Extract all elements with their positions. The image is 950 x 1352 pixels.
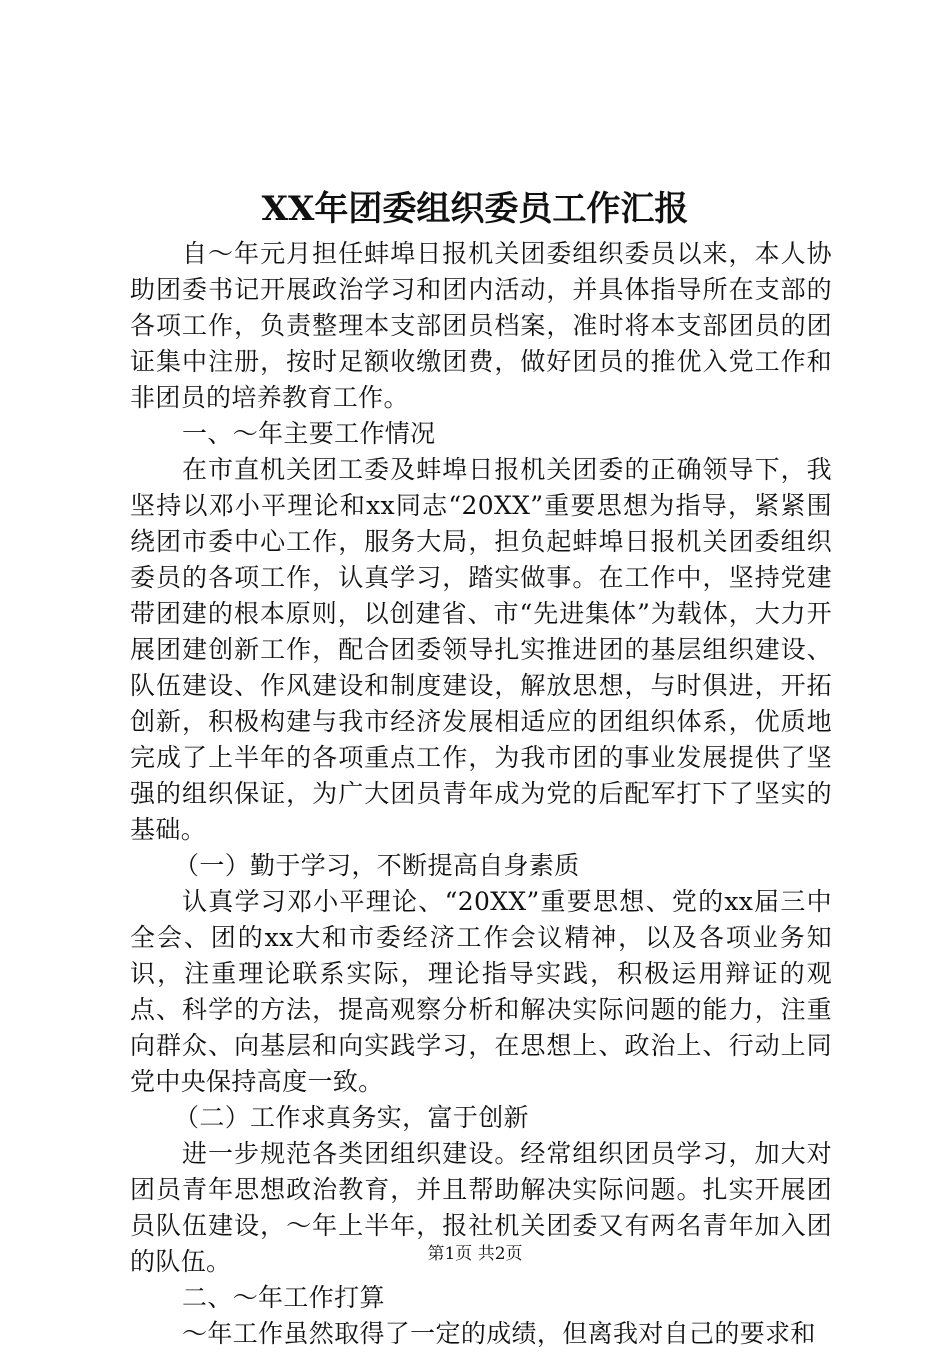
subsection-heading-1: （一）勤于学习，不断提高自身素质 (174, 851, 580, 880)
plan-paragraph: ～年工作虽然取得了一定的成绩，但离我对自己的要求和 (182, 1319, 816, 1348)
section-heading-1: 一、～年主要工作情况 (182, 419, 436, 448)
document-title: XX年团委组织委员工作汇报 (261, 189, 689, 229)
subsection-heading-2: （二）工作求真务实，富于创新 (174, 1103, 529, 1132)
organization-paragraph: 进一步规范各类团组织建设。经常组织团员学习，加大对团员青年思想政治教育，并且帮助解决实际问题。扎实开展团员队伍建设，～年上半年，报社机关团委又有两名青年加入团的队伍。 (130, 1139, 832, 1276)
page-number-footer: 第1页 共2页 (427, 1244, 523, 1264)
study-paragraph: 认真学习邓小平理论、“20XX”重要思想、党的xx届三中全会、团的xx大和市委经济工作会议精神，以及各项业务知识，注重理论联系实际，理论指导实践，积极运用辩证的观点、科学的方法，提高观察分析和解决实际问题的能力，注重向群众、向基层和向实践学习，在思想上、政治上、行动上同党中央保持高度一致。 (130, 887, 832, 1096)
document-body (130, 236, 832, 1352)
intro-paragraph: 自～年元月担任蚌埠日报机关团委组织委员以来，本人协助团委书记开展政治学习和团内活动，并具体指导所在支部的各项工作，负责整理本支部团员档案，准时将本支部团员的团证集中注册，按时足额收缴团费，做好团员的推优入党工作和非团员的培养教育工作。 (130, 239, 832, 412)
work-summary-paragraph: 在市直机关团工委及蚌埠日报机关团委的正确领导下，我坚持以邓小平理论和xx同志“20XX”重要思想为指导，紧紧围绕团市委中心工作，服务大局，担负起蚌埠日报机关团委组织委员的各项工作，认真学习，踏实做事。在工作中，坚持党建带团建的根本原则，以创建省、市“先进集体”为载体，大力开展团建创新工作，配合团委领导扎实推进团的基层组织建设、队伍建设、作风建设和制度建设，解放思想，与时俱进，开拓创新，积极构建与我市经济发展相适应的团组织体系，优质地完成了上半年的各项重点工作，为我市团的事业发展提供了坚强的组织保证，为广大团员青年成为党的后配军打下了坚实的基础。 (130, 455, 832, 844)
section-heading-2: 二、～年工作打算 (182, 1283, 385, 1312)
